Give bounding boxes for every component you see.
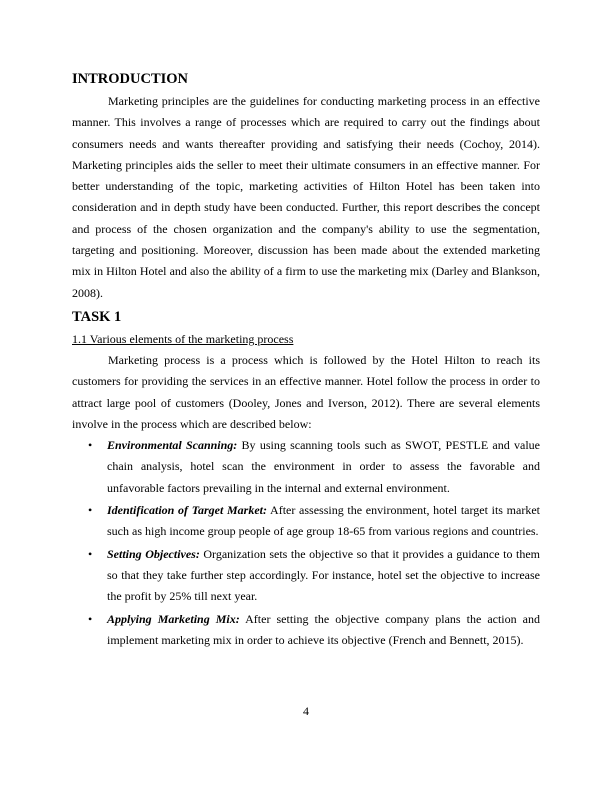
- document-page: [72, 70, 540, 652]
- task-paragraph: Marketing process is a process which is followed by the Hotel Hilton to reach its customers for providing the services in an effective manner. Hotel follow the process in order to attract large pool of customers (Dooley, Jones and Iverson, 2012). There are several elements involve in the process which are described below:: [72, 352, 540, 431]
- list-item: [72, 609, 540, 652]
- intro-paragraph: Marketing principles are the guidelines for conducting marketing process in an effective manner. This involves a range of processes which are required to carry out the findings about consumers needs and wants thereafter providing and satisfying their needs (Cochoy, 2014). Marketing principles aids the seller to meet their ultimate consumers in an effective manner. For better understanding of the topic, marketing activities of Hilton Hotel has been taken into consideration and in depth study have been conducted. Further, this report describes the concept and process of the chosen organization and the company's ability to use the segmentation, targeting and positioning. Moreover, discussion has been made about the extended marketing mix in Hilton Hotel and also the ability of a firm to use the marketing mix (Darley and Blankson, 2008).: [72, 94, 540, 300]
- list-item-text: After assessing the environment, hotel target its market such as high income group people of age group 18-65 from various regions and countries.: [107, 503, 540, 539]
- list-item-term: Identification of Target Market:: [107, 503, 267, 518]
- list-item-text: Organization sets the objective so that it provides a guidance to them so that they take further step accordingly. For instance, hotel set the objective to increase the profit by 25% till next year.: [107, 546, 540, 604]
- list-item-term: Applying Marketing Mix:: [107, 611, 240, 626]
- task-heading: TASK 1: [72, 308, 122, 325]
- list-item: [72, 500, 540, 543]
- section-subheading: 1.1 Various elements of the marketing process: [72, 331, 294, 346]
- bullet-icon: •: [88, 546, 93, 561]
- list-item: [72, 435, 540, 499]
- list-item: [72, 544, 540, 608]
- elements-list: [72, 435, 540, 651]
- list-item-term: Setting Objectives:: [107, 546, 200, 561]
- bullet-icon: •: [88, 611, 93, 626]
- list-item-text: After setting the objective company plans the action and implement marketing mix in order to achieve its objective (French and Bennett, 2015).: [107, 611, 541, 647]
- intro-heading: INTRODUCTION: [72, 71, 189, 87]
- page-number: 4: [303, 704, 309, 718]
- bullet-icon: •: [88, 438, 93, 453]
- list-item-text: By using scanning tools such as SWOT, PESTLE and value chain analysis, hotel scan the environment in order to assess the favorable and unfavorable factors prevailing in the internal and external environment.: [107, 438, 540, 495]
- bullet-icon: •: [88, 503, 93, 518]
- list-item-term: Environmental Scanning:: [107, 438, 238, 453]
